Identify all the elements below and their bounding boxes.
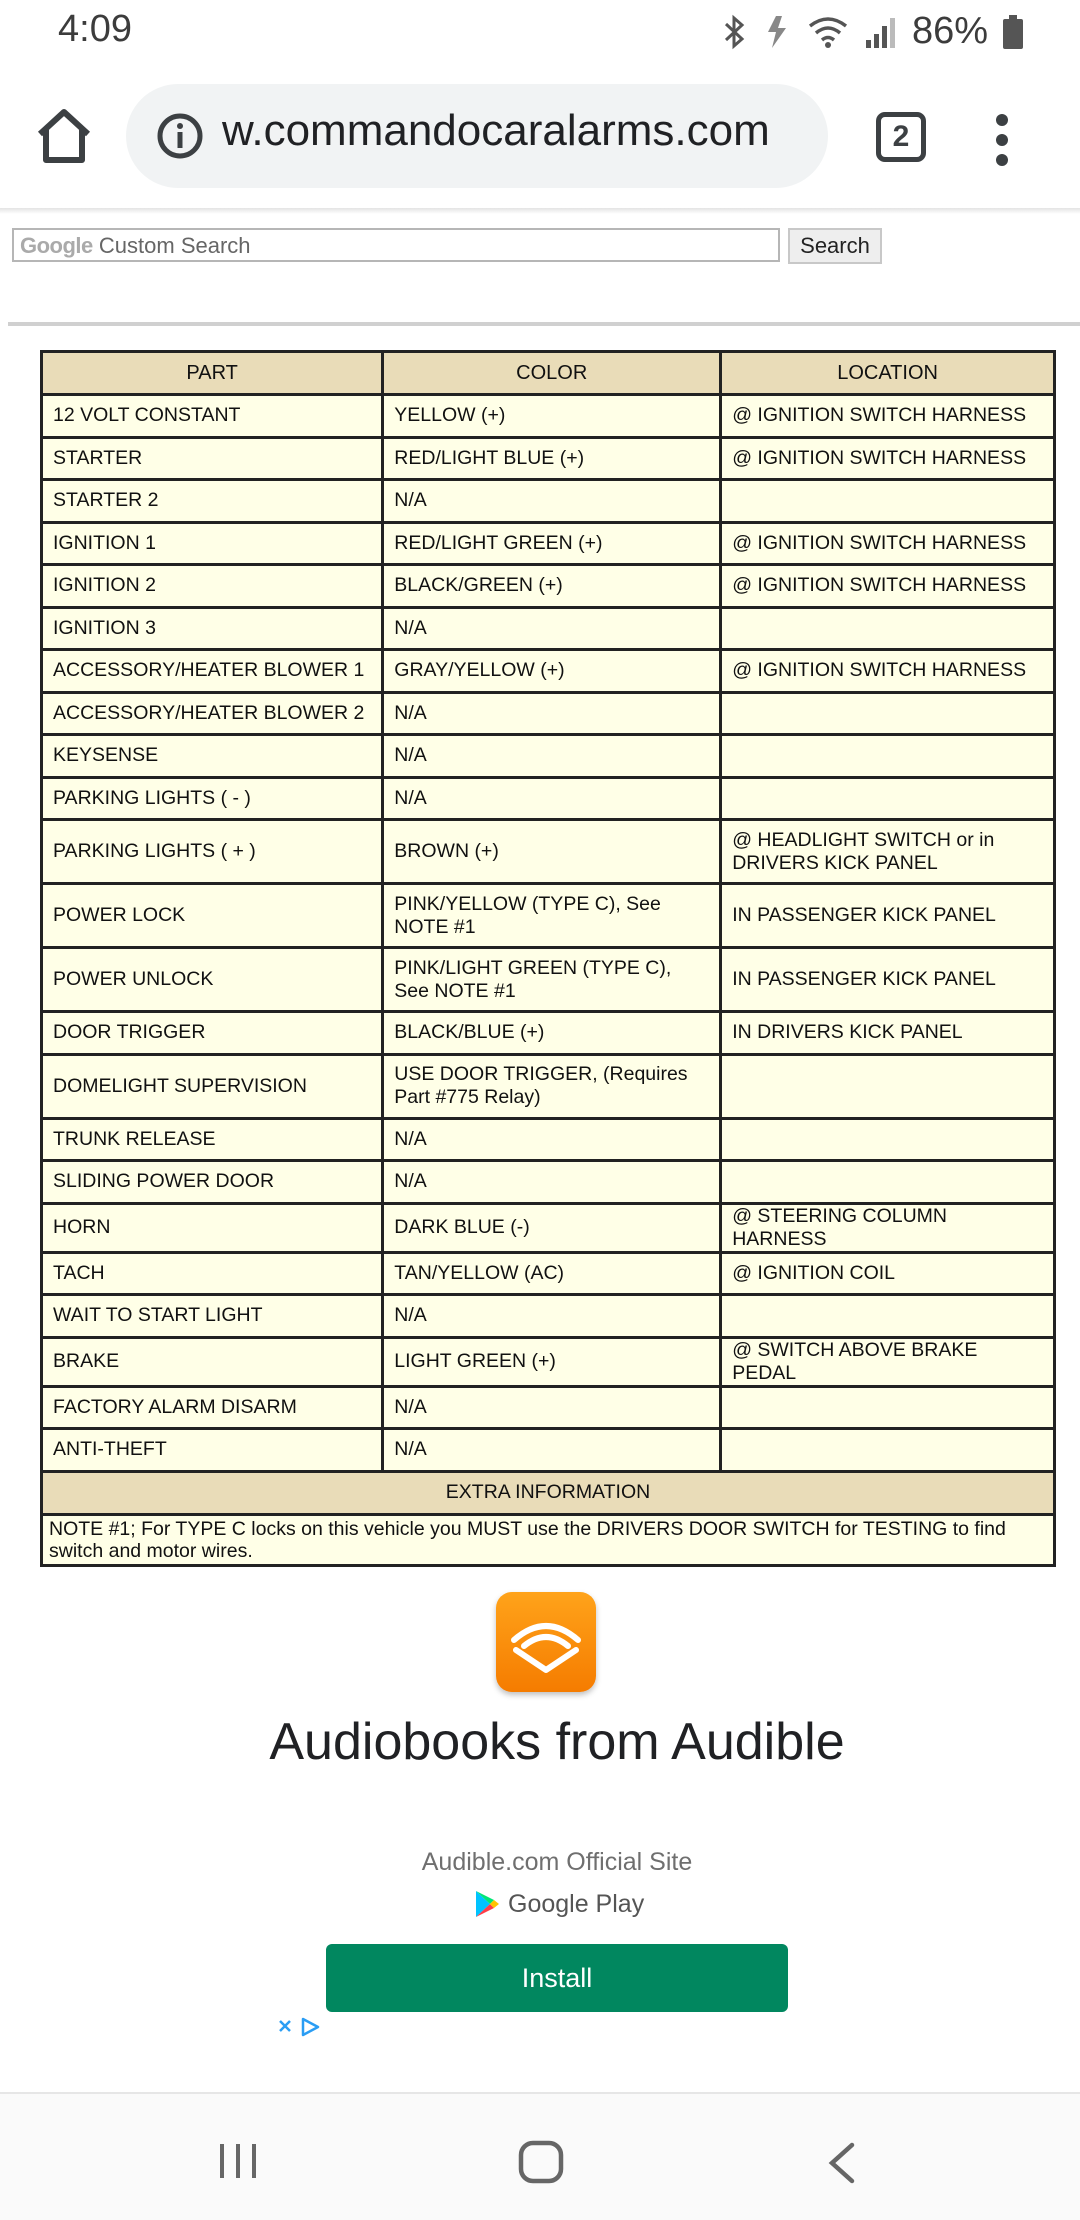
cell-part: 12 VOLT CONSTANT — [42, 395, 383, 438]
nav-home-icon[interactable] — [518, 2140, 564, 2184]
google-watermark: Google — [20, 233, 93, 258]
cell-location — [721, 1295, 1055, 1338]
cell-location: @ IGNITION SWITCH HARNESS — [721, 437, 1055, 480]
cell-part: ACCESSORY/HEATER BLOWER 1 — [42, 650, 383, 693]
cell-location — [721, 1386, 1055, 1429]
bluetooth-icon — [722, 14, 748, 50]
cell-part: IGNITION 2 — [42, 565, 383, 608]
extra-info-note: NOTE #1; For TYPE C locks on this vehicle you MUST use the DRIVERS DOOR SWITCH for TESTING to find switch and motor wires. — [42, 1514, 1055, 1565]
table-header-row — [42, 352, 1055, 395]
battery-icon — [1002, 14, 1024, 50]
search-input[interactable] — [12, 228, 780, 262]
cell-color: LIGHT GREEN (+) — [383, 1337, 721, 1386]
status-bar — [0, 0, 1080, 64]
status-icons — [722, 10, 1024, 53]
table-row — [42, 1252, 1055, 1295]
table-row — [42, 565, 1055, 608]
cell-color: PINK/LIGHT GREEN (TYPE C), See NOTE #1 — [383, 948, 721, 1012]
url-text[interactable]: w.commandocaralarms.com — [222, 106, 770, 155]
cell-color: BLACK/BLUE (+) — [383, 1012, 721, 1055]
install-button[interactable]: Install — [326, 1944, 788, 2012]
cell-location — [721, 1054, 1055, 1118]
cell-part: STARTER — [42, 437, 383, 480]
table-row — [42, 1012, 1055, 1055]
cell-location: @ IGNITION SWITCH HARNESS — [721, 395, 1055, 438]
adchoices-icon[interactable] — [276, 2016, 324, 2038]
toolbar-shadow — [0, 208, 1080, 214]
cell-part: SLIDING POWER DOOR — [42, 1161, 383, 1204]
table-row — [42, 948, 1055, 1012]
cell-part: IGNITION 1 — [42, 522, 383, 565]
table-row — [42, 1203, 1055, 1252]
cell-part: IGNITION 3 — [42, 607, 383, 650]
ad-title[interactable]: Audiobooks from Audible — [269, 1713, 845, 1771]
cell-location: @ IGNITION SWITCH HARNESS — [721, 650, 1055, 693]
extra-info-title: EXTRA INFORMATION — [42, 1471, 1055, 1514]
status-time: 4:09 — [58, 8, 132, 50]
back-icon[interactable] — [826, 2142, 856, 2184]
cell-color: YELLOW (+) — [383, 395, 721, 438]
cell-location: @ IGNITION SWITCH HARNESS — [721, 522, 1055, 565]
ad-subtitle: Audible.com Official Site — [421, 1848, 693, 1876]
cell-location: @ IGNITION SWITCH HARNESS — [721, 565, 1055, 608]
wiring-table — [40, 350, 1056, 1567]
table-row — [42, 437, 1055, 480]
cell-color: N/A — [383, 777, 721, 820]
table-row — [42, 1161, 1055, 1204]
search-button[interactable]: Search — [788, 228, 882, 264]
table-row — [42, 820, 1055, 884]
cell-color: TAN/YELLOW (AC) — [383, 1252, 721, 1295]
cell-location — [721, 692, 1055, 735]
cell-location: @ SWITCH ABOVE BRAKE PEDAL — [721, 1337, 1055, 1386]
table-row — [42, 735, 1055, 778]
cell-color: RED/LIGHT BLUE (+) — [383, 437, 721, 480]
cell-part: POWER LOCK — [42, 884, 383, 948]
info-icon[interactable] — [156, 112, 204, 160]
cell-part: FACTORY ALARM DISARM — [42, 1386, 383, 1429]
cell-part: STARTER 2 — [42, 480, 383, 523]
ad-store-badge — [474, 1886, 644, 1922]
table-row — [42, 692, 1055, 735]
cell-part: HORN — [42, 1203, 383, 1252]
system-nav-bar — [0, 2092, 1080, 2220]
wifi-icon — [806, 14, 850, 50]
cell-part: ACCESSORY/HEATER BLOWER 2 — [42, 692, 383, 735]
extra-info-row — [42, 1514, 1055, 1565]
cell-part: DOMELIGHT SUPERVISION — [42, 1054, 383, 1118]
cell-location: IN PASSENGER KICK PANEL — [721, 948, 1055, 1012]
home-icon[interactable] — [30, 102, 98, 170]
address-bar[interactable] — [126, 84, 828, 188]
header-location: LOCATION — [721, 352, 1055, 395]
more-options-icon[interactable] — [992, 112, 1012, 168]
google-play-icon — [474, 1889, 500, 1919]
search-placeholder: Custom Search — [98, 233, 251, 258]
cell-color: DARK BLUE (-) — [383, 1203, 721, 1252]
browser-toolbar — [0, 72, 1080, 202]
cell-color: N/A — [383, 692, 721, 735]
cell-location: IN PASSENGER KICK PANEL — [721, 884, 1055, 948]
table-row — [42, 607, 1055, 650]
table-row — [42, 480, 1055, 523]
table-row — [42, 522, 1055, 565]
signal-icon — [864, 14, 898, 50]
table-row — [42, 395, 1055, 438]
cell-color: N/A — [383, 607, 721, 650]
table-row — [42, 1295, 1055, 1338]
divider — [8, 322, 1080, 326]
cell-part: TACH — [42, 1252, 383, 1295]
cell-part: TRUNK RELEASE — [42, 1118, 383, 1161]
battery-percent: 86% — [911, 10, 988, 52]
audible-ad[interactable] — [0, 1580, 1080, 2030]
cell-location: @ HEADLIGHT SWITCH or in DRIVERS KICK PANEL — [721, 820, 1055, 884]
cell-part: WAIT TO START LIGHT — [42, 1295, 383, 1338]
cell-part: BRAKE — [42, 1337, 383, 1386]
cell-location — [721, 480, 1055, 523]
cell-location: @ STEERING COLUMN HARNESS — [721, 1203, 1055, 1252]
table-row — [42, 884, 1055, 948]
cell-color: BROWN (+) — [383, 820, 721, 884]
cell-location — [721, 1118, 1055, 1161]
cell-location — [721, 735, 1055, 778]
data-transfer-icon — [762, 14, 792, 50]
cell-color: N/A — [383, 1161, 721, 1204]
extra-info-header-row — [42, 1471, 1055, 1514]
cell-part: POWER UNLOCK — [42, 948, 383, 1012]
header-color: COLOR — [383, 352, 721, 395]
table-row — [42, 1337, 1055, 1386]
cell-location — [721, 607, 1055, 650]
cell-part: ANTI-THEFT — [42, 1429, 383, 1472]
cell-part: PARKING LIGHTS ( + ) — [42, 820, 383, 884]
cell-color: N/A — [383, 1295, 721, 1338]
cell-color: PINK/YELLOW (TYPE C), See NOTE #1 — [383, 884, 721, 948]
cell-part: KEYSENSE — [42, 735, 383, 778]
cell-color: BLACK/GREEN (+) — [383, 565, 721, 608]
table-row — [42, 1118, 1055, 1161]
table-row — [42, 650, 1055, 693]
cell-color: N/A — [383, 735, 721, 778]
cell-color: N/A — [383, 1118, 721, 1161]
header-part: PART — [42, 352, 383, 395]
table-body — [42, 395, 1055, 1472]
table-row — [42, 777, 1055, 820]
tab-switcher-button[interactable]: 2 — [876, 112, 926, 162]
cell-location — [721, 1429, 1055, 1472]
table-row — [42, 1054, 1055, 1118]
cell-location — [721, 777, 1055, 820]
cell-color: GRAY/YELLOW (+) — [383, 650, 721, 693]
table-row — [42, 1386, 1055, 1429]
cell-color: USE DOOR TRIGGER, (Requires Part #775 Relay) — [383, 1054, 721, 1118]
audible-logo-icon[interactable] — [496, 1592, 596, 1692]
table-row — [42, 1429, 1055, 1472]
cell-color: N/A — [383, 1386, 721, 1429]
recent-apps-icon[interactable] — [218, 2142, 258, 2180]
cell-location: IN DRIVERS KICK PANEL — [721, 1012, 1055, 1055]
cell-color: N/A — [383, 1429, 721, 1472]
cell-color: RED/LIGHT GREEN (+) — [383, 522, 721, 565]
cell-part: PARKING LIGHTS ( - ) — [42, 777, 383, 820]
cell-location — [721, 1161, 1055, 1204]
ad-store-label: Google Play — [508, 1889, 645, 1918]
cell-part: DOOR TRIGGER — [42, 1012, 383, 1055]
cell-location: @ IGNITION COIL — [721, 1252, 1055, 1295]
cell-color: N/A — [383, 480, 721, 523]
